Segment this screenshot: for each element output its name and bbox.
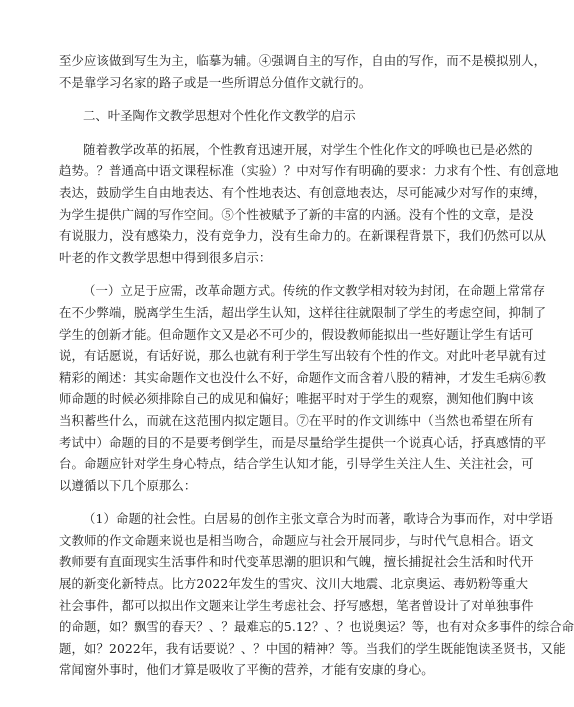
- paragraph-intro-continuation: [59, 50, 547, 93]
- section-heading: [59, 105, 441, 127]
- spacer: [59, 496, 441, 508]
- text-line: 以遵循以下几个原那么：: [59, 477, 197, 493]
- text-line: 叶老的作文教学思想中得到很多启示：: [59, 249, 272, 265]
- text-line: 教师要有直面现实生活事件和时代变革思潮的胆识和气魄，擅长捕捉社会生活和时代开: [59, 554, 534, 570]
- text-line: 至少应该做到写生为主，临摹为辅。④强调自主的写作，自由的写作，而不是模拟别人，: [59, 53, 547, 68]
- spacer: [59, 93, 441, 105]
- text-line: 表达，鼓励学生自由地表达、有个性地表达、有创意地表达，尽可能减少对写作的束缚，: [59, 184, 547, 200]
- text-line: 文教师的作文命题来说也是相当吻合，命题应与社会开展同步，与时代气息相合。语文: [59, 532, 534, 548]
- text-line: 趋势。？普通高中语文课程标准（实验）？中对写作有明确的要求：力求有个性、有创意地: [59, 163, 559, 179]
- text-line: 学生的创新才能。但命题作文又是必不可少的，假设教师能拟出一些好题让学生有话可: [59, 326, 534, 342]
- text-line: 考试中）命题的目的不是要考倒学生，而是尽量给学生提供一个说真心话，抒真感情的平: [59, 434, 547, 450]
- text-line: 台。命题应针对学生身心特点，结合学生认知才能，引导学生关注人生、关注社会，可: [59, 456, 534, 472]
- paragraph-topic-reform: [59, 280, 547, 496]
- text-line: 常闻窗外事时，他们才算是吸收了平衡的营养，才能有安康的身心。: [59, 662, 434, 678]
- text-line: 在不少弊端，脱离学生生活，超出学生认知，这样往往就限制了学生的考虑空间，抑制了: [59, 304, 547, 320]
- text-line: 当积蓄些什么，而就在这范围内拟定题目。⑦在平时的作文训练中（当然也希望在所有: [59, 412, 534, 428]
- text-line: 展的新变化新特点。比方2022年发生的雪灾、汶川大地震、北京奥运、毒奶粉等重大: [59, 576, 529, 592]
- text-line: 社会事件，都可以拟出作文题来让学生考虑社会、抒写感想，笔者曾设计了对单独事件: [59, 597, 534, 613]
- text-line: 随着教学改革的拓展，个性教育迅速开展，对学生个性化作文的呼唤也已是必然的: [83, 141, 533, 157]
- text-line: 师命题的时候必须排除自己的成见和偏好；唯据平时对于学生的观察，测知他们胸中该: [59, 391, 534, 407]
- text-line: 不是靠学习名家的路子或是一些所谓总分值作文就行的。: [59, 74, 372, 90]
- paragraph-topic-sociality: [59, 508, 574, 681]
- text-line: 的命题，如？飘雪的春天？、？最难忘的5.12？、？也说奥运？等，也有对众多事件的综合命: [59, 619, 574, 635]
- text-line: 为学生提供广阔的写作空间。⑤个性被赋予了新的丰富的内涵。没有个性的文章，是没: [59, 206, 534, 222]
- text-line: （1）命题的社会性。白居易的创作主张文章合为时而著，歌诗合为事而作，对中学语: [83, 511, 554, 527]
- text-line: 说，有话愿说，有话好说，那么也就有利于学生写出较有个性的作文。对此叶老早就有过: [59, 348, 547, 364]
- section-heading-text: 二、叶圣陶作文教学思想对个性化作文教学的启示: [83, 108, 356, 124]
- spacer: [59, 127, 441, 139]
- spacer: [59, 268, 441, 280]
- text-line: 有说服力，没有感染力，没有竞争力，没有生命力的。在新课程背景下，我们仍然可以从: [59, 228, 547, 244]
- text-line: 题，如？2022年，我有话要说？、？中国的精神？等。当我们的学生既能饱读圣贤书，又能: [59, 640, 566, 656]
- text-line: （一）立足于应需，改革命题方式。传统的作文教学相对较为封闭，在命题上常常存: [83, 283, 546, 299]
- paragraph-individuality: [59, 139, 559, 269]
- text-line: 精彩的阐述：其实命题作文也没什么不好，命题作文而含着八股的精神，才发生毛病⑥教: [59, 369, 547, 385]
- document-body: [59, 50, 574, 681]
